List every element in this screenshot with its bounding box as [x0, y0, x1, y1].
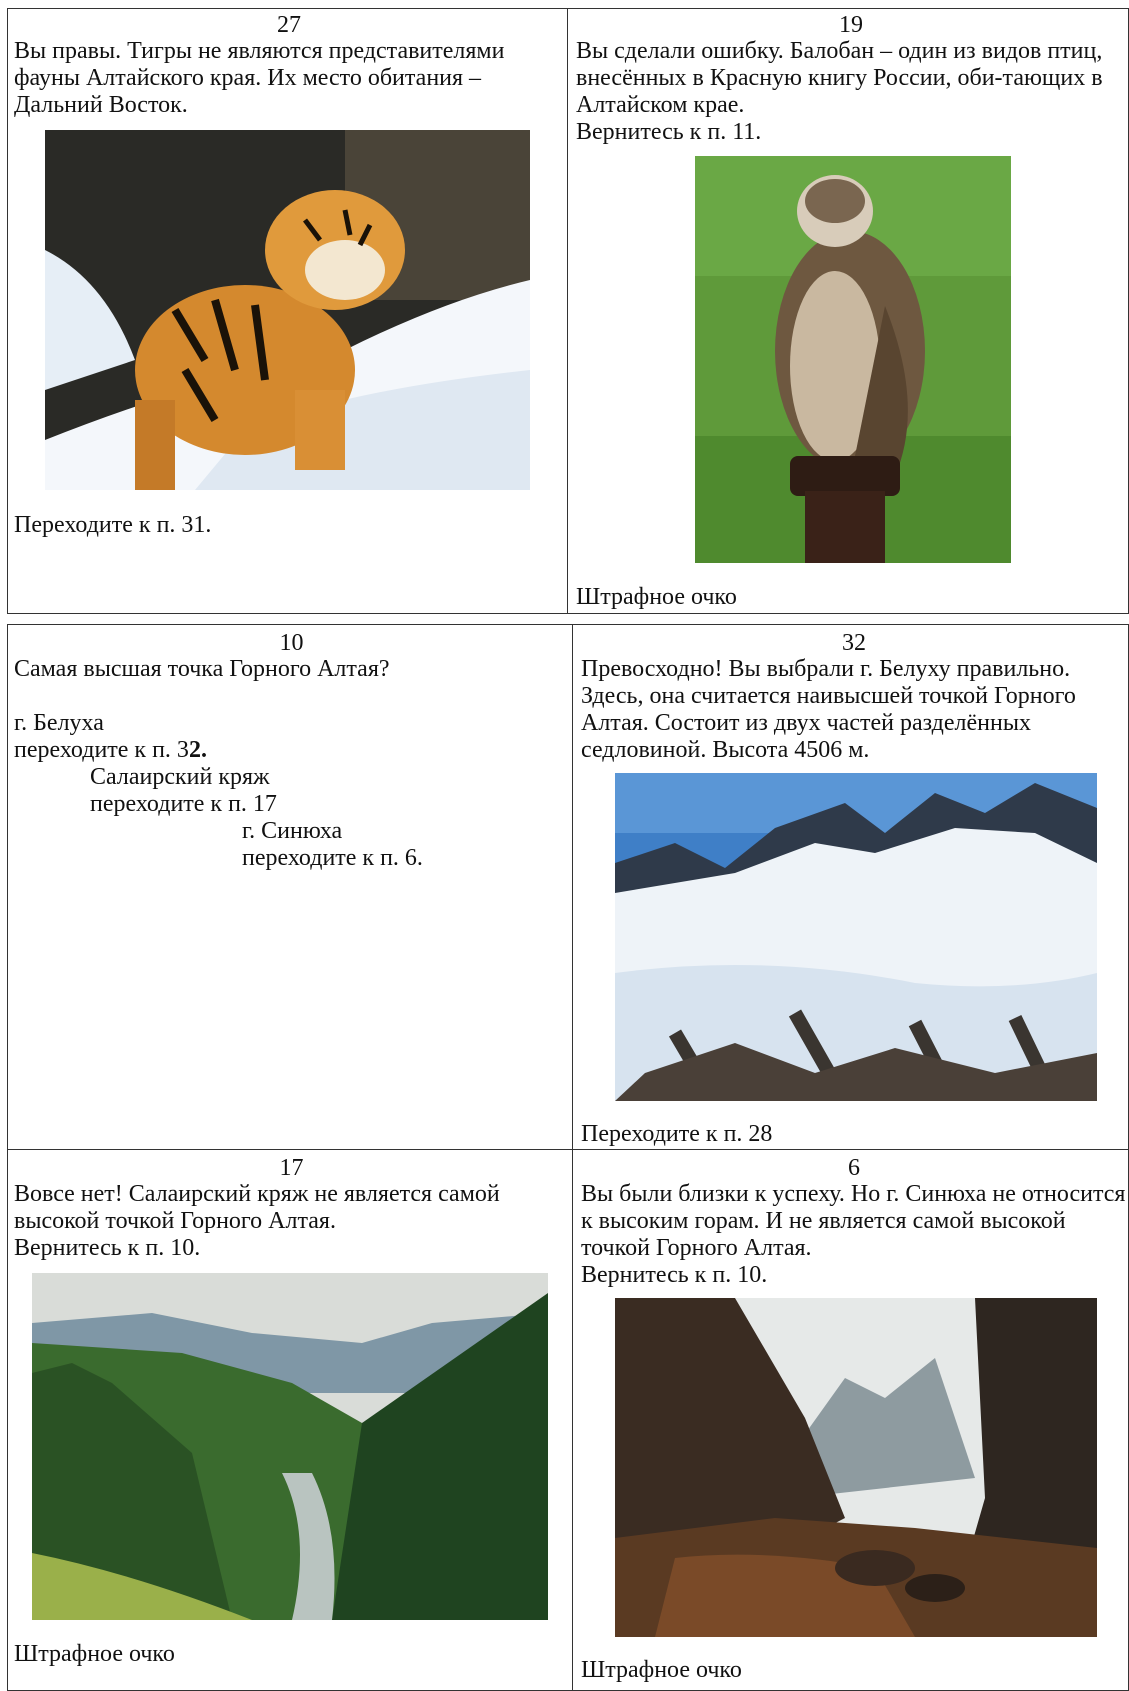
option-goto: переходите к п. 17 — [90, 791, 277, 817]
tiger-in-snow-photo — [45, 130, 530, 490]
card-footer: Штрафное очко — [14, 1641, 175, 1667]
option-goto-text: переходите к п. 3 — [14, 737, 189, 763]
bottom-table-row-divider — [7, 1149, 1129, 1150]
bottom-table-divider — [572, 624, 573, 1691]
card-text: Вы были близки к успеху. Но г. Синюха не относится к высоким горам. И не является самой высокой точкой Горного Алтая. — [581, 1181, 1126, 1261]
option-goto: переходите к п. 6. — [242, 845, 423, 871]
forest-valley-photo — [32, 1273, 548, 1620]
card-number: 10 — [279, 630, 304, 656]
top-table-divider — [567, 8, 568, 614]
card-text: Вовсе нет! Салаирский кряж не является самой высокой точкой Горного Алтая. — [14, 1181, 500, 1234]
option-name: г. Белуха — [14, 710, 104, 736]
card-text: Вы сделали ошибку. Балобан – один из видов птиц, внесённых в Красную книгу России, оби-тающих в Алтайском крае. — [576, 38, 1103, 118]
rocky-gorge-photo — [615, 1298, 1097, 1637]
card-text: Превосходно! Вы выбрали г. Белуху правильно. Здесь, она считается наивысшей точкой Горного Алтая. Состоит из двух частей разделённых седловиной. Высота 4506 м. — [581, 656, 1076, 763]
option-goto — [14, 737, 569, 764]
card-number: 17 — [279, 1155, 304, 1181]
card-return: Вернитесь к п. 11. — [576, 119, 762, 145]
snowy-mountains-photo — [615, 773, 1097, 1101]
card-number: 19 — [839, 12, 863, 38]
card-return: Вернитесь к п. 10. — [581, 1262, 768, 1288]
card-number: 32 — [842, 630, 866, 656]
card-question: Самая высшая точка Горного Алтая? — [14, 656, 390, 682]
card-footer: Штрафное очко — [581, 1657, 742, 1683]
card-number: 27 — [277, 12, 301, 38]
card-footer: Переходите к п. 28 — [581, 1121, 773, 1147]
card-footer: Штрафное очко — [576, 584, 737, 610]
spacer — [14, 683, 569, 710]
saker-falcon-photo — [695, 156, 1011, 563]
card-text: Вы правы. Тигры не являются представителями фауны Алтайского края. Их место обитания – Дальний Восток. — [14, 38, 505, 118]
card-return: Вернитесь к п. 10. — [14, 1235, 201, 1261]
card-footer: Переходите к п. 31. — [14, 512, 212, 538]
card-number: 6 — [848, 1155, 860, 1181]
option-goto-bold: 2. — [188, 737, 207, 763]
option-name: Салаирский кряж — [90, 764, 270, 790]
option-name: г. Синюха — [242, 818, 343, 844]
card-10 — [14, 630, 569, 1145]
